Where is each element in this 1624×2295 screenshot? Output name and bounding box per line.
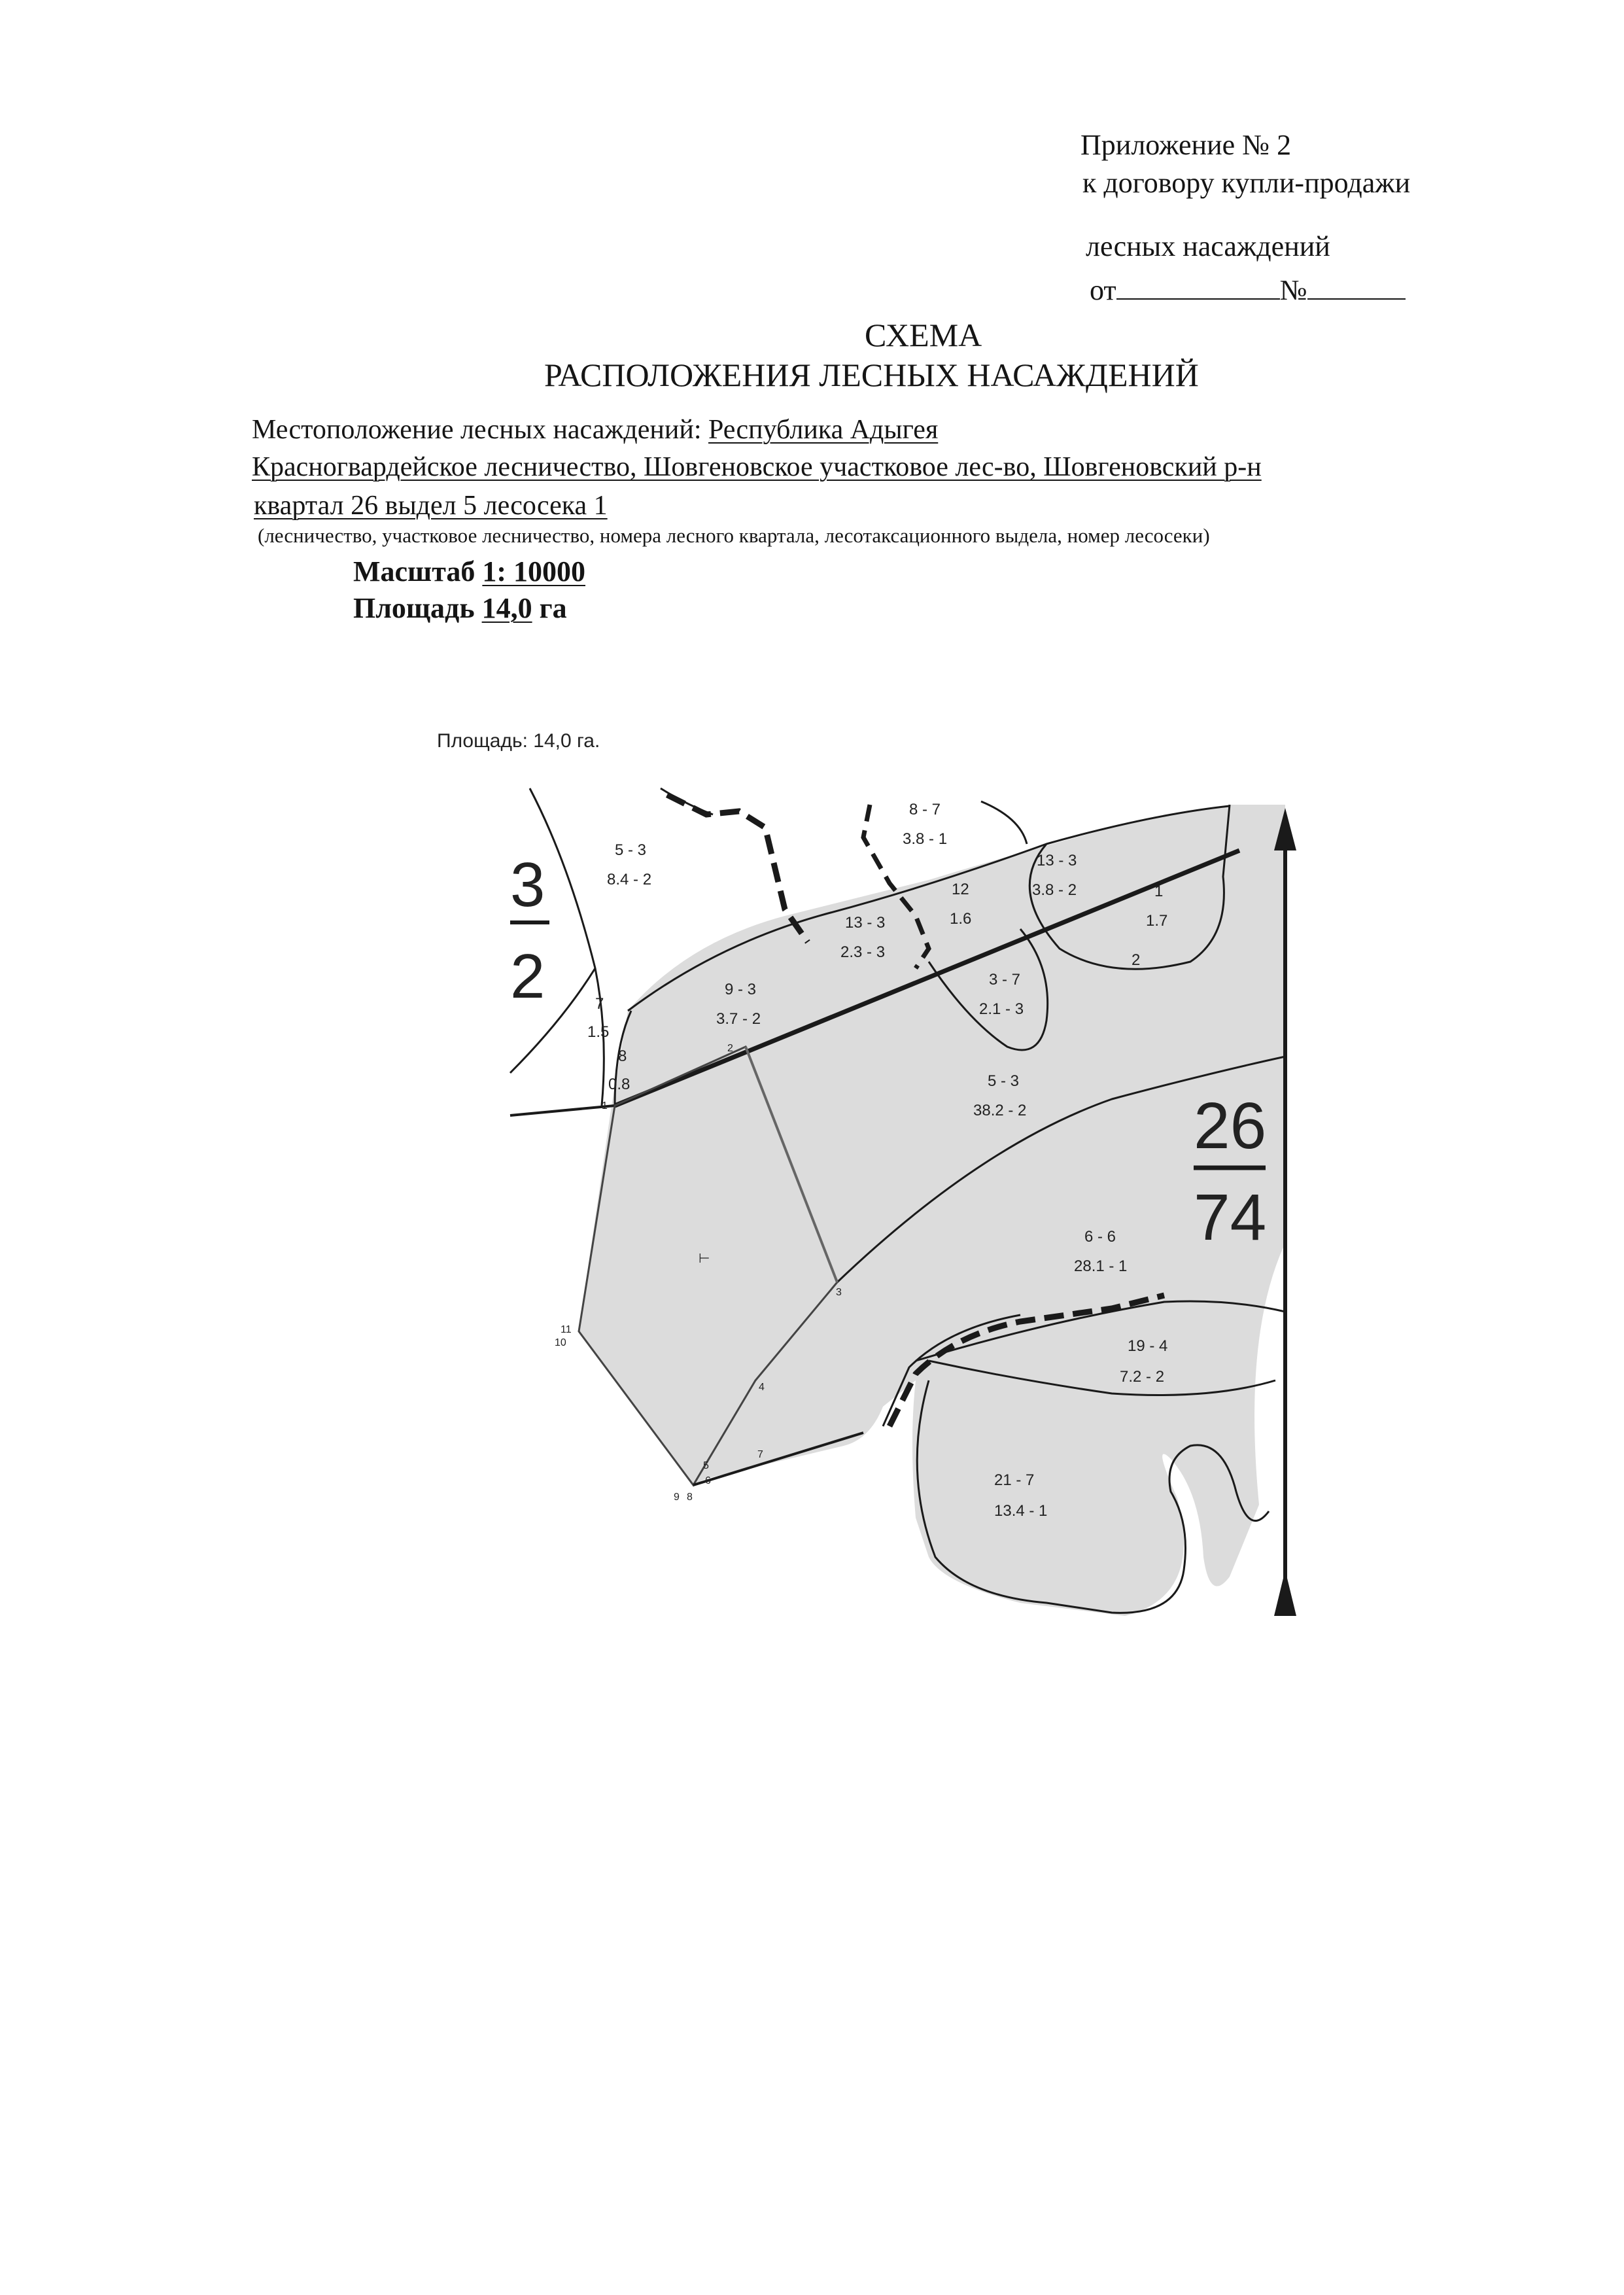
location-block: квартал 26 выдел 5 лесосека 1 <box>254 491 608 521</box>
number-prefix: № <box>1279 274 1307 306</box>
parcel-label-top: 5 - 3 <box>988 1072 1020 1090</box>
parcel-label-top: 8 - 7 <box>909 801 941 818</box>
parcel-label-top: 2 <box>1132 951 1141 969</box>
document-subtitle: РАСПОЛОЖЕНИЯ ЛЕСНЫХ НАСАЖДЕНИЙ <box>544 357 1199 393</box>
parcel-label-top: 12 <box>952 881 969 898</box>
parcel-label-top: 1 <box>1154 883 1164 900</box>
point-label: 4 <box>759 1382 765 1393</box>
parcel-label-bottom: 1.5 <box>587 1023 610 1041</box>
appendix-contract: к договору купли-продажи <box>1082 167 1411 199</box>
point-label: 8 <box>687 1492 693 1503</box>
parcel-label-bottom: 28.1 - 1 <box>1074 1257 1128 1275</box>
parcel-label-bottom: 3.8 - 1 <box>903 830 948 848</box>
parcel-label-top: 13 - 3 <box>1037 852 1077 869</box>
location-forestry: Красногвардейское лесничество, Шовгеновское участковое лес-во, Шовгеновский р-н <box>252 452 1262 482</box>
parcel-label-top: 21 - 7 <box>994 1471 1035 1489</box>
point-label: 2 <box>727 1043 733 1054</box>
area-value: 14,0 <box>481 592 532 624</box>
parcel-label-top: 9 - 3 <box>725 981 757 998</box>
parcel-label-bottom: 1.6 <box>950 910 972 928</box>
parcel-label-bottom: 3.8 - 2 <box>1032 881 1077 899</box>
parcel-label-top: 13 - 3 <box>845 914 886 932</box>
point-label: 6 <box>705 1475 711 1486</box>
parcel-label-bottom: 1.7 <box>1146 912 1168 930</box>
quarter-right-numerator: 26 <box>1194 1089 1267 1163</box>
point-label: 3 <box>836 1287 842 1298</box>
north-arrow-tail <box>1274 1570 1296 1616</box>
point-label: 10 <box>555 1337 566 1348</box>
forest-area-fill <box>579 805 1285 1616</box>
parcel-label-top: 3 - 7 <box>989 971 1021 989</box>
area-unit: га <box>539 592 567 624</box>
parcel-label-top: 8 <box>618 1047 627 1065</box>
location-explanation: (лесничество, участковое лесничество, номера лесного квартала, лесотаксационного выдела, номер лесосеки) <box>258 524 1210 547</box>
parcel-label-bottom: 0.8 <box>608 1076 631 1093</box>
parcel-label-top: 6 - 6 <box>1084 1228 1116 1246</box>
scale-label: Масштаб <box>353 555 475 587</box>
point-label: 9 <box>674 1492 680 1503</box>
parcel-label-bottom: 2.3 - 3 <box>840 943 886 961</box>
date-prefix: от <box>1090 274 1116 306</box>
parcel-label-bottom: 7.2 - 2 <box>1120 1368 1165 1386</box>
parcel-label-bottom: 13.4 - 1 <box>994 1502 1048 1520</box>
parcel-label-bottom: 3.7 - 2 <box>716 1010 761 1028</box>
area-label: Площадь <box>353 592 475 624</box>
quarter-left-numerator: 3 <box>510 850 545 920</box>
point-label: 7 <box>757 1449 763 1460</box>
parcel-label-bottom: 2.1 - 3 <box>979 1000 1024 1018</box>
parcel-label-top: 5 - 3 <box>615 841 647 859</box>
point-label: 11 <box>561 1324 572 1335</box>
quarter-left-denominator: 2 <box>510 941 545 1011</box>
point-label: 1 <box>602 1100 608 1112</box>
location-region: Республика Адыгея <box>708 415 939 445</box>
appendix-number: Приложение № 2 <box>1080 129 1292 161</box>
map-caption: Площадь: 14,0 га. <box>437 730 600 752</box>
location-label: Местоположение лесных насаждений: <box>252 415 702 445</box>
parcel-label-bottom: 38.2 - 2 <box>973 1102 1027 1119</box>
parcel-label-bottom: 8.4 - 2 <box>607 871 652 888</box>
point-label: 5 <box>703 1460 709 1471</box>
parcel-label-top: 7 <box>595 995 604 1013</box>
scale-value: 1: 10000 <box>482 555 586 587</box>
left-boundary-line <box>510 1106 615 1115</box>
appendix-object: лесных насаждений <box>1086 230 1330 262</box>
quarter-right-denominator: 74 <box>1194 1181 1267 1254</box>
document-title: СХЕМА <box>865 317 982 353</box>
parcel-label-top: 19 - 4 <box>1128 1337 1168 1355</box>
parcel-top-boundary-2 <box>981 801 1027 844</box>
map-tick-mark: ⊢ <box>699 1252 710 1266</box>
